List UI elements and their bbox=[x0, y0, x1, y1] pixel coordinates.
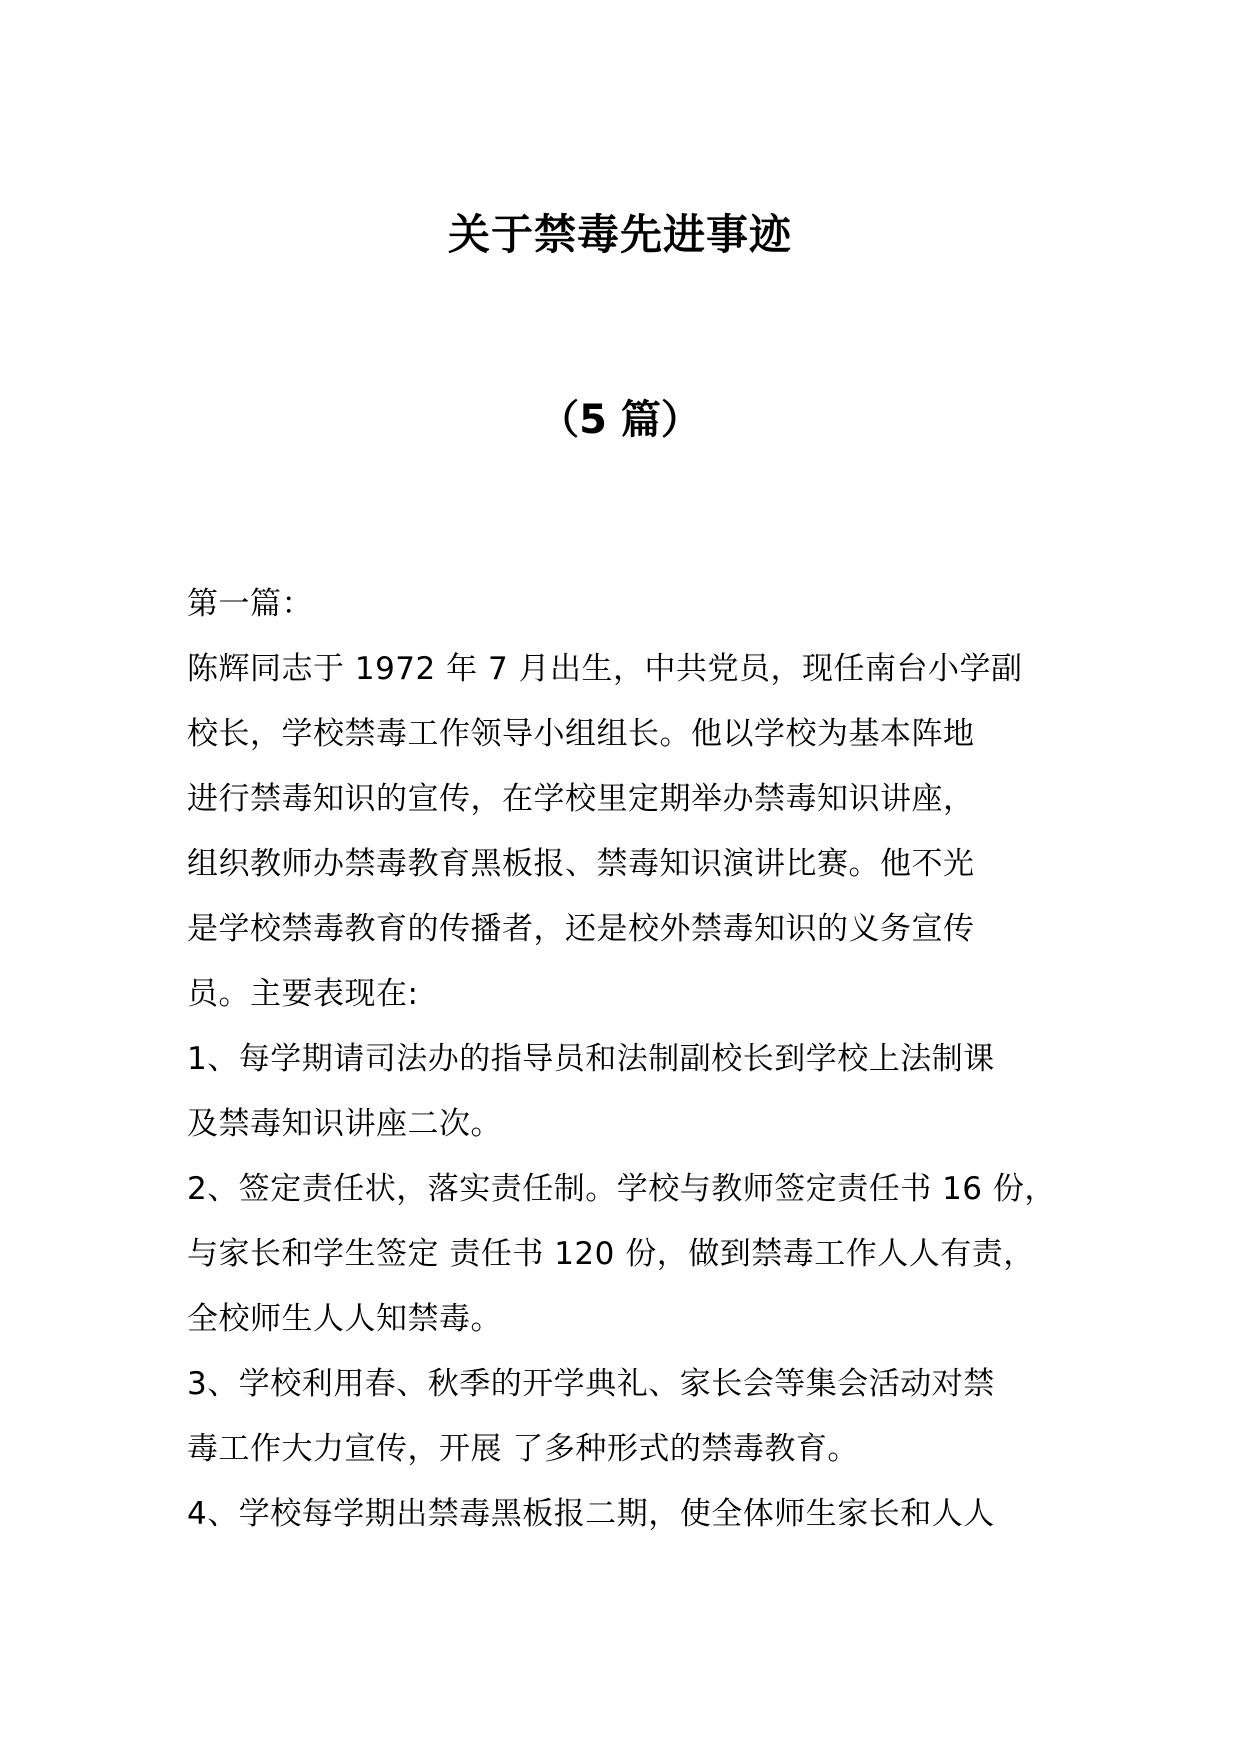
body-line: 进行禁毒知识的宣传，在学校里定期举办禁毒知识讲座， bbox=[187, 781, 975, 817]
document-title: 关于禁毒先进事迹 bbox=[447, 210, 792, 259]
body-line: 组织教师办禁毒教育黑板报、禁毒知识演讲比赛。他不光 bbox=[187, 846, 975, 882]
list-item-line: 与家长和学生签定 责任书 120 份，做到禁毒工作人人有责， bbox=[187, 1236, 1035, 1272]
list-item-line: 及禁毒知识讲座二次。 bbox=[187, 1106, 502, 1142]
body-line: 员。主要表现在: bbox=[187, 976, 419, 1012]
body-line: 陈辉同志于 1972 年 7 月出生，中共党员，现任南台小学副 bbox=[187, 651, 1023, 687]
list-item-line: 3、学校利用春、秋季的开学典礼、家长会等集会活动对禁 bbox=[187, 1366, 995, 1402]
list-item-line: 毒工作大力宣传，开展 了多种形式的禁毒教育。 bbox=[187, 1431, 859, 1467]
body-line: 是学校禁毒教育的传播者，还是校外禁毒知识的义务宣传 bbox=[187, 911, 975, 947]
list-item-line: 全校师生人人知禁毒。 bbox=[187, 1301, 502, 1337]
section-heading: 第一篇： bbox=[187, 586, 313, 622]
list-item-line: 4、学校每学期出禁毒黑板报二期，使全体师生家长和人人 bbox=[187, 1496, 995, 1532]
list-item-line: 1、每学期请司法办的指导员和法制副校长到学校上法制课 bbox=[187, 1041, 995, 1077]
body-line: 校长，学校禁毒工作领导小组组长。他以学校为基本阵地 bbox=[187, 716, 975, 752]
document-subtitle: （5 篇） bbox=[539, 397, 701, 443]
list-item-line: 2、签定责任状，落实责任制。学校与教师签定责任书 16 份， bbox=[187, 1171, 1056, 1207]
document-body bbox=[187, 572, 1087, 1547]
